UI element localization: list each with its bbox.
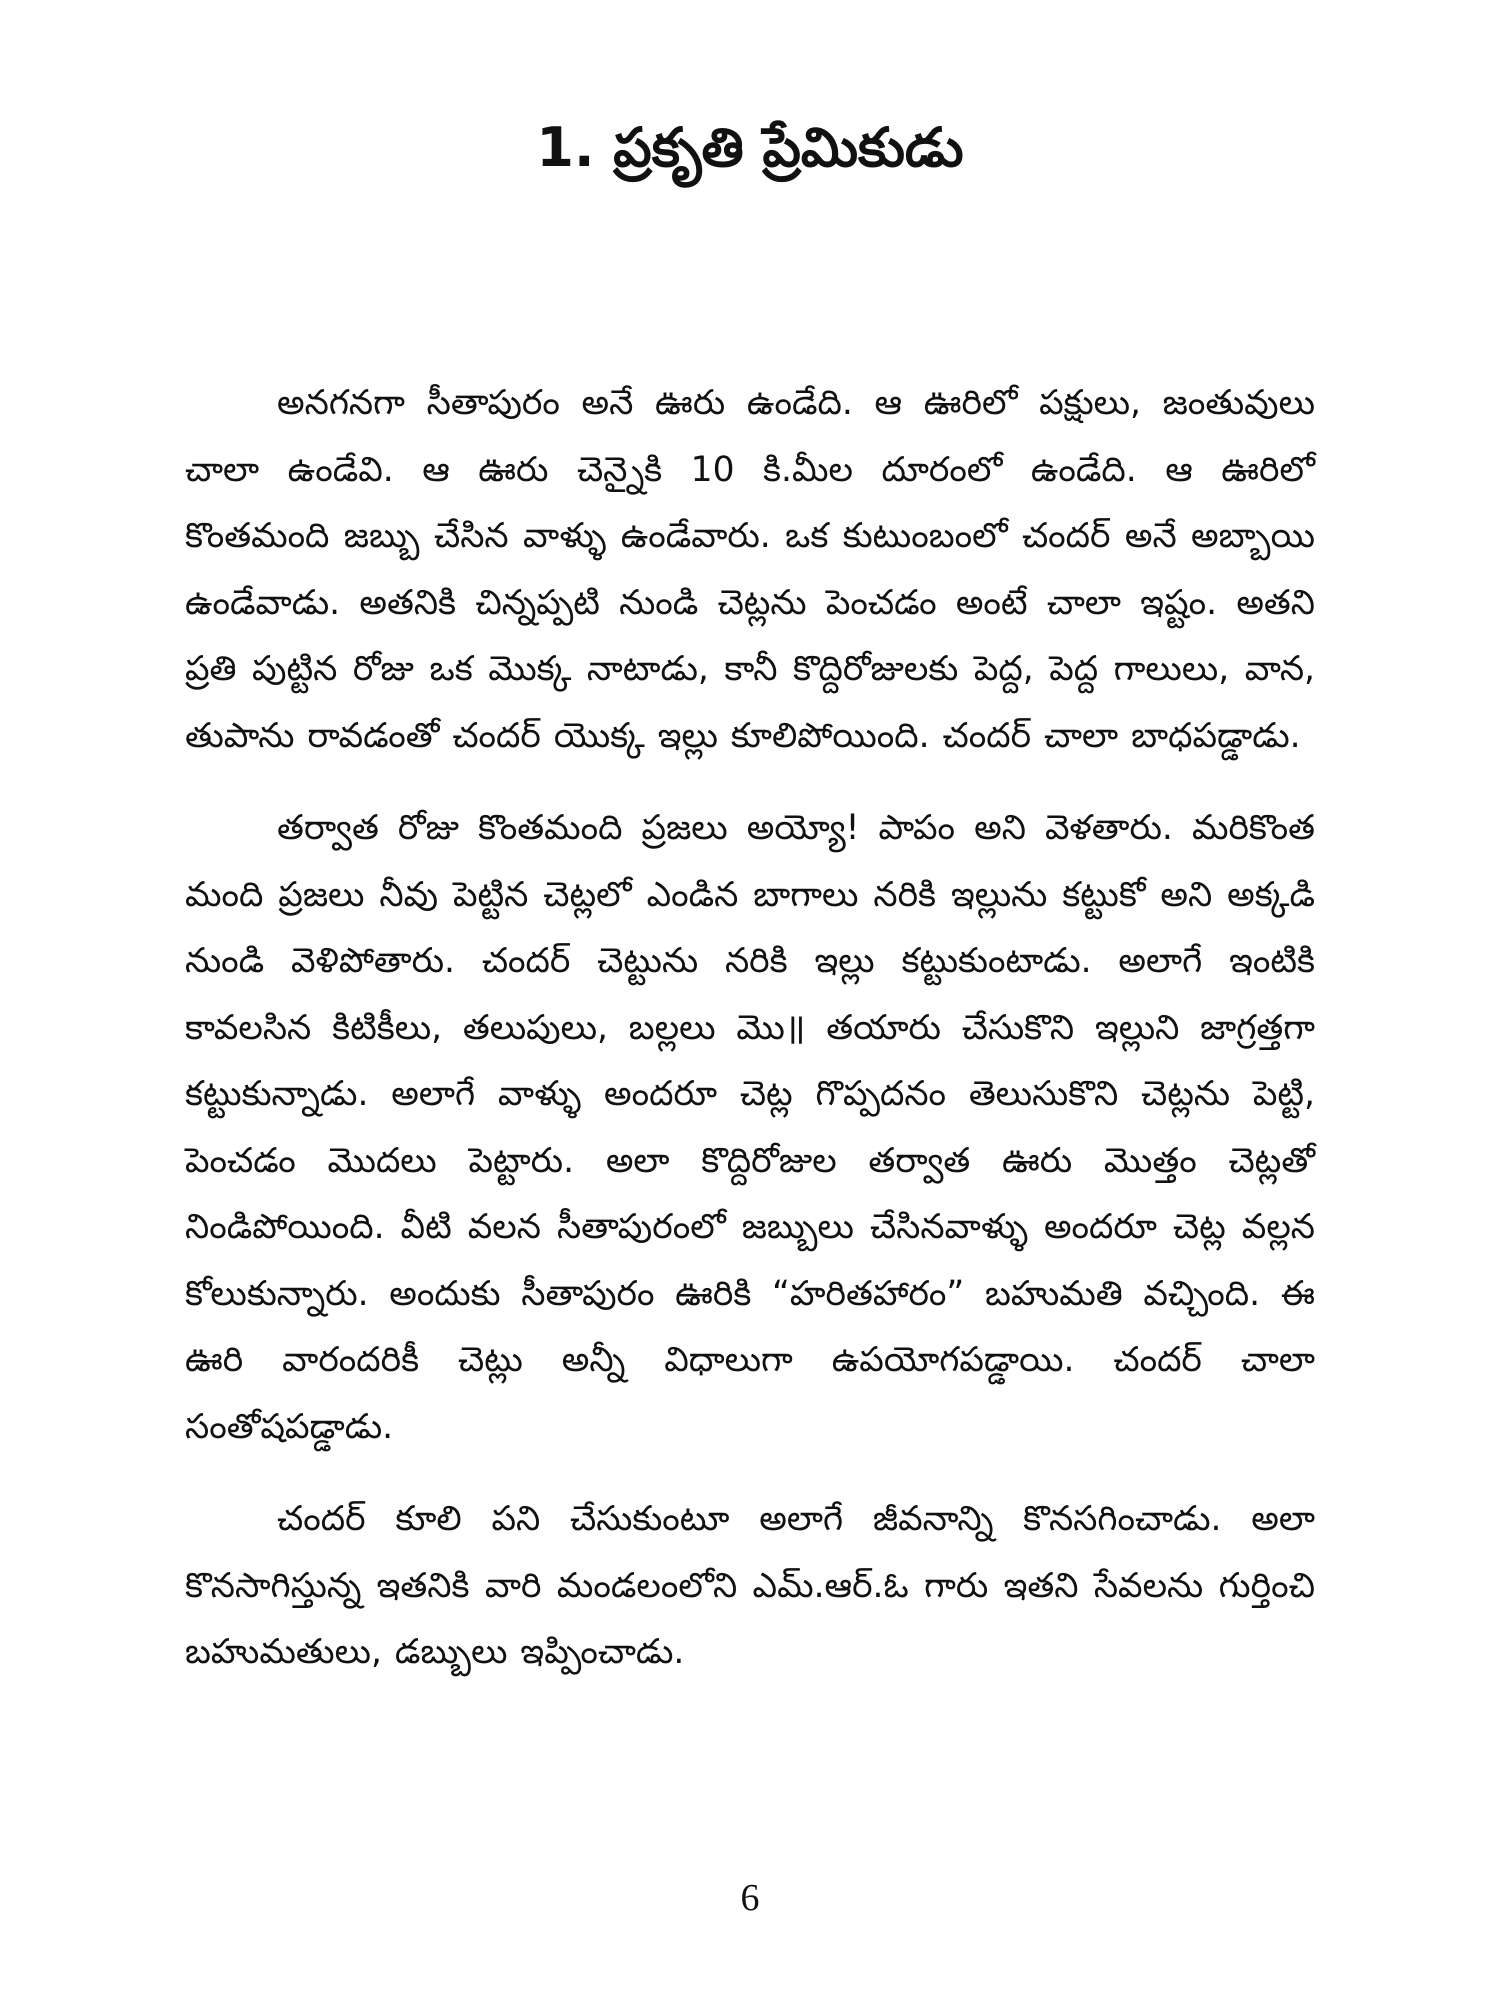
paragraph-2: తర్వాత రోజు కొంతమంది ప్రజలు అయ్యో! పాపం అని వెళతారు. మరికొంత మంది ప్రజలు నీవు పెట్టిన చెట్లలో ఎండిన బాగాలు నరికి ఇల్లును కట్టుకో అని అక్కడి నుండి వెళిపోతారు. చందర్ చెట్టును నరికి ఇల్లు కట్టుకుంటాడు. అలాగే ఇంటికి కావలసిన కిటికీలు, తలుపులు, బల్లలు మొ॥ తయారు చేసుకొని ఇల్లుని జాగ్రత్తగా కట్టుకున్నాడు. అలాగే వాళ్ళు అందరూ చెట్ల గొప్పదనం తెలుసుకొని చెట్లను పెట్టి, పెంచడం మొదలు పెట్టారు. అలా కొద్దిరోజుల తర్వాత ఊరు మొత్తం చెట్లతో నిండిపోయింది. వీటి వలన సీతాపురంలో జబ్బులు చేసినవాళ్ళు అందరూ చెట్ల వల్లన కోలుకున్నారు. అందుకు సీతాపురం ఊరికి “హరితహారం” బహుమతి వచ్చింది. ఈ ఊరి వారందరికీ చెట్లు అన్నీ విధాలుగా ఉపయోగపడ్డాయి. చందర్ చాలా సంతోషపడ్డాడు. xyxy=(185,808,1315,1447)
page-number: 6 xyxy=(740,1877,760,1919)
story-body xyxy=(185,370,1315,1712)
paragraph-1: అనగనగా సీతాపురం అనే ఊరు ఉండేది. ఆ ఊరిలో పక్షులు, జంతువులు చాలా ఉండేవి. ఆ ఊరు చెన్నైకి 10 కి.మీల దూరంలో ఉండేది. ఆ ఊరిలో కొంతమంది జబ్బు చేసిన వాళ్ళు ఉండేవారు. ఒక కుటుంబంలో చందర్ అనే అబ్బాయి ఉండేవాడు. అతనికి చిన్నప్పటి నుండి చెట్లను పెంచడం అంటే చాలా ఇష్టం. అతని ప్రతి పుట్టిన రోజు ఒక మొక్క నాటాడు, కానీ కొద్దిరోజులకు పెద్ద, పెద్ద గాలులు, వాన, తుపాను రావడంతో చందర్ యొక్క ఇల్లు కూలిపోయింది. చందర్ చాలా బాధపడ్డాడు. xyxy=(185,383,1315,756)
chapter-title: 1. ప్రకృతి ప్రేమికుడు xyxy=(536,116,964,179)
paragraph-3: చందర్ కూలి పని చేసుకుంటూ అలాగే జీవనాన్ని కొనసగించాడు. అలా కొనసాగిస్తున్న ఇతనికి వారి మండలంలోని ఎమ్.ఆర్.ఓ గారు ఇతని సేవలను గుర్తించి బహుమతులు, డబ్బులు ఇప్పించాడు. xyxy=(185,1499,1315,1672)
